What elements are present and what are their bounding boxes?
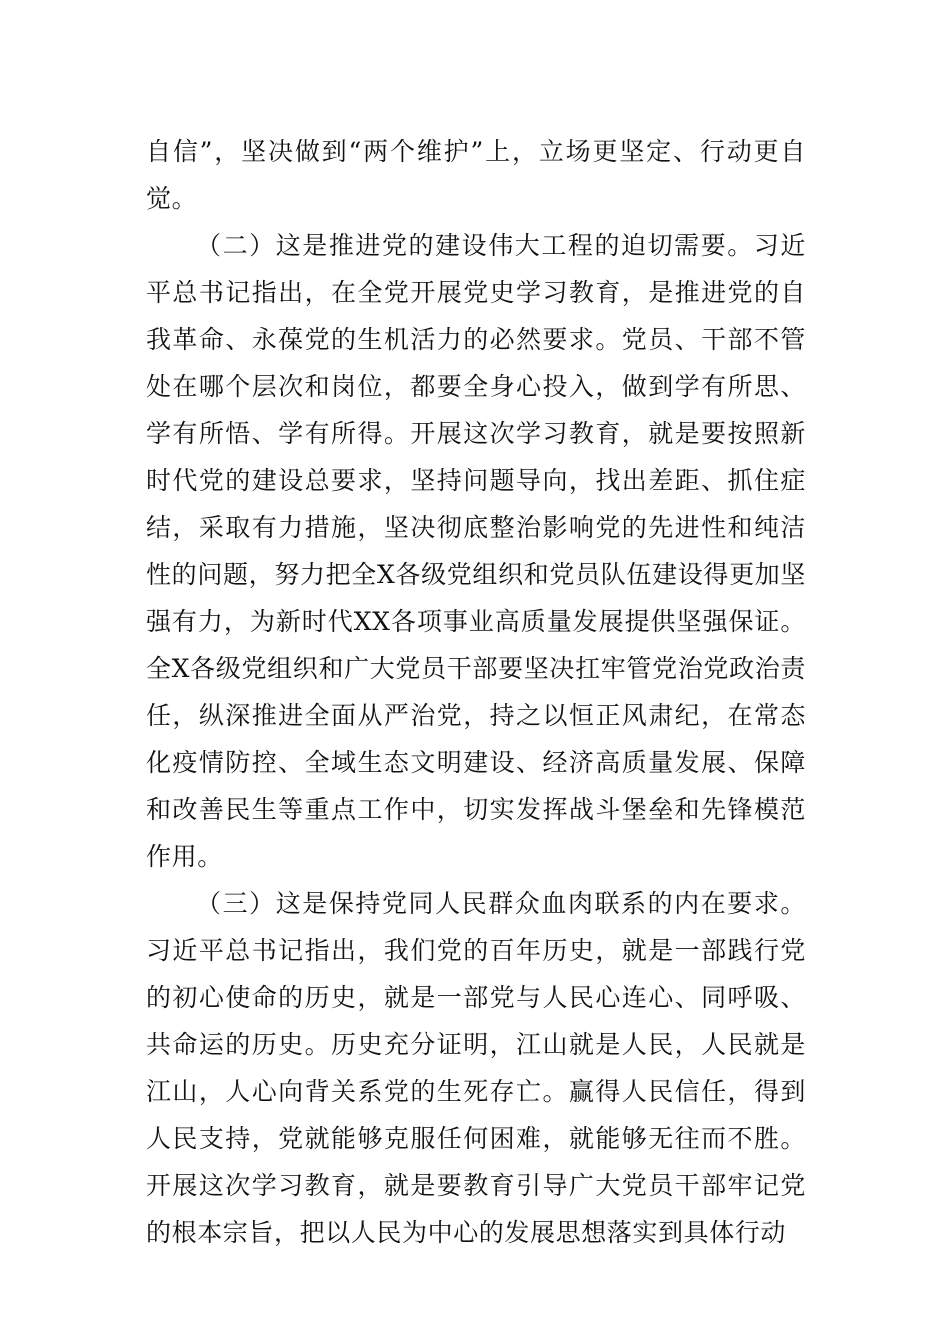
paragraph-section-three: （三）这是保持党同人民群众血肉联系的内在要求。习近平总书记指出，我们党的百年历史，就是一部践行党的初心使命的历史，就是一部党与人民心连心、同呼吸、共命运的历史。历史充分证明，江山就是人民，人民就是江山，人心向背关系党的生死存亡。赢得人民信任，得到人民支持，党就能够克服任何困难，就能够无往而不胜。开展这次学习教育，就是要教育引导广大党员干部牢记党的根本宗旨，把以人民为中心的发展思想落实到具体行动	[146, 889, 806, 1247]
paragraph-section-two: （二）这是推进党的建设伟大工程的迫切需要。习近平总书记指出，在全党开展党史学习教育，是推进党的自我革命、永葆党的生机活力的必然要求。党员、干部不管处在哪个层次和岗位，都要全身心投入，做到学有所思、学有所悟、学有所得。开展这次学习教育，就是要按照新时代党的建设总要求，坚持问题导向，找出差距、抓住症结，采取有力措施，坚决彻底整治影响党的先进性和纯洁性的问题，努力把全X各级党组织和党员队伍建设得更加坚强有力，为新时代XX各项事业高质量发展提供坚强保证。全X各级党组织和广大党员干部要坚决扛牢管党治党政治责任，纵深推进全面从严治党，持之以恒正风肃纪，在常态化疫情防控、全域生态文明建设、经济高质量发展、保障和改善民生等重点工作中，切实发挥战斗堡垒和先锋模范作用。	[146, 231, 806, 871]
document-body	[146, 128, 806, 1256]
paragraph-continuation: 自信”，坚决做到“两个维护”上，立场更坚定、行动更自觉。	[146, 137, 806, 213]
